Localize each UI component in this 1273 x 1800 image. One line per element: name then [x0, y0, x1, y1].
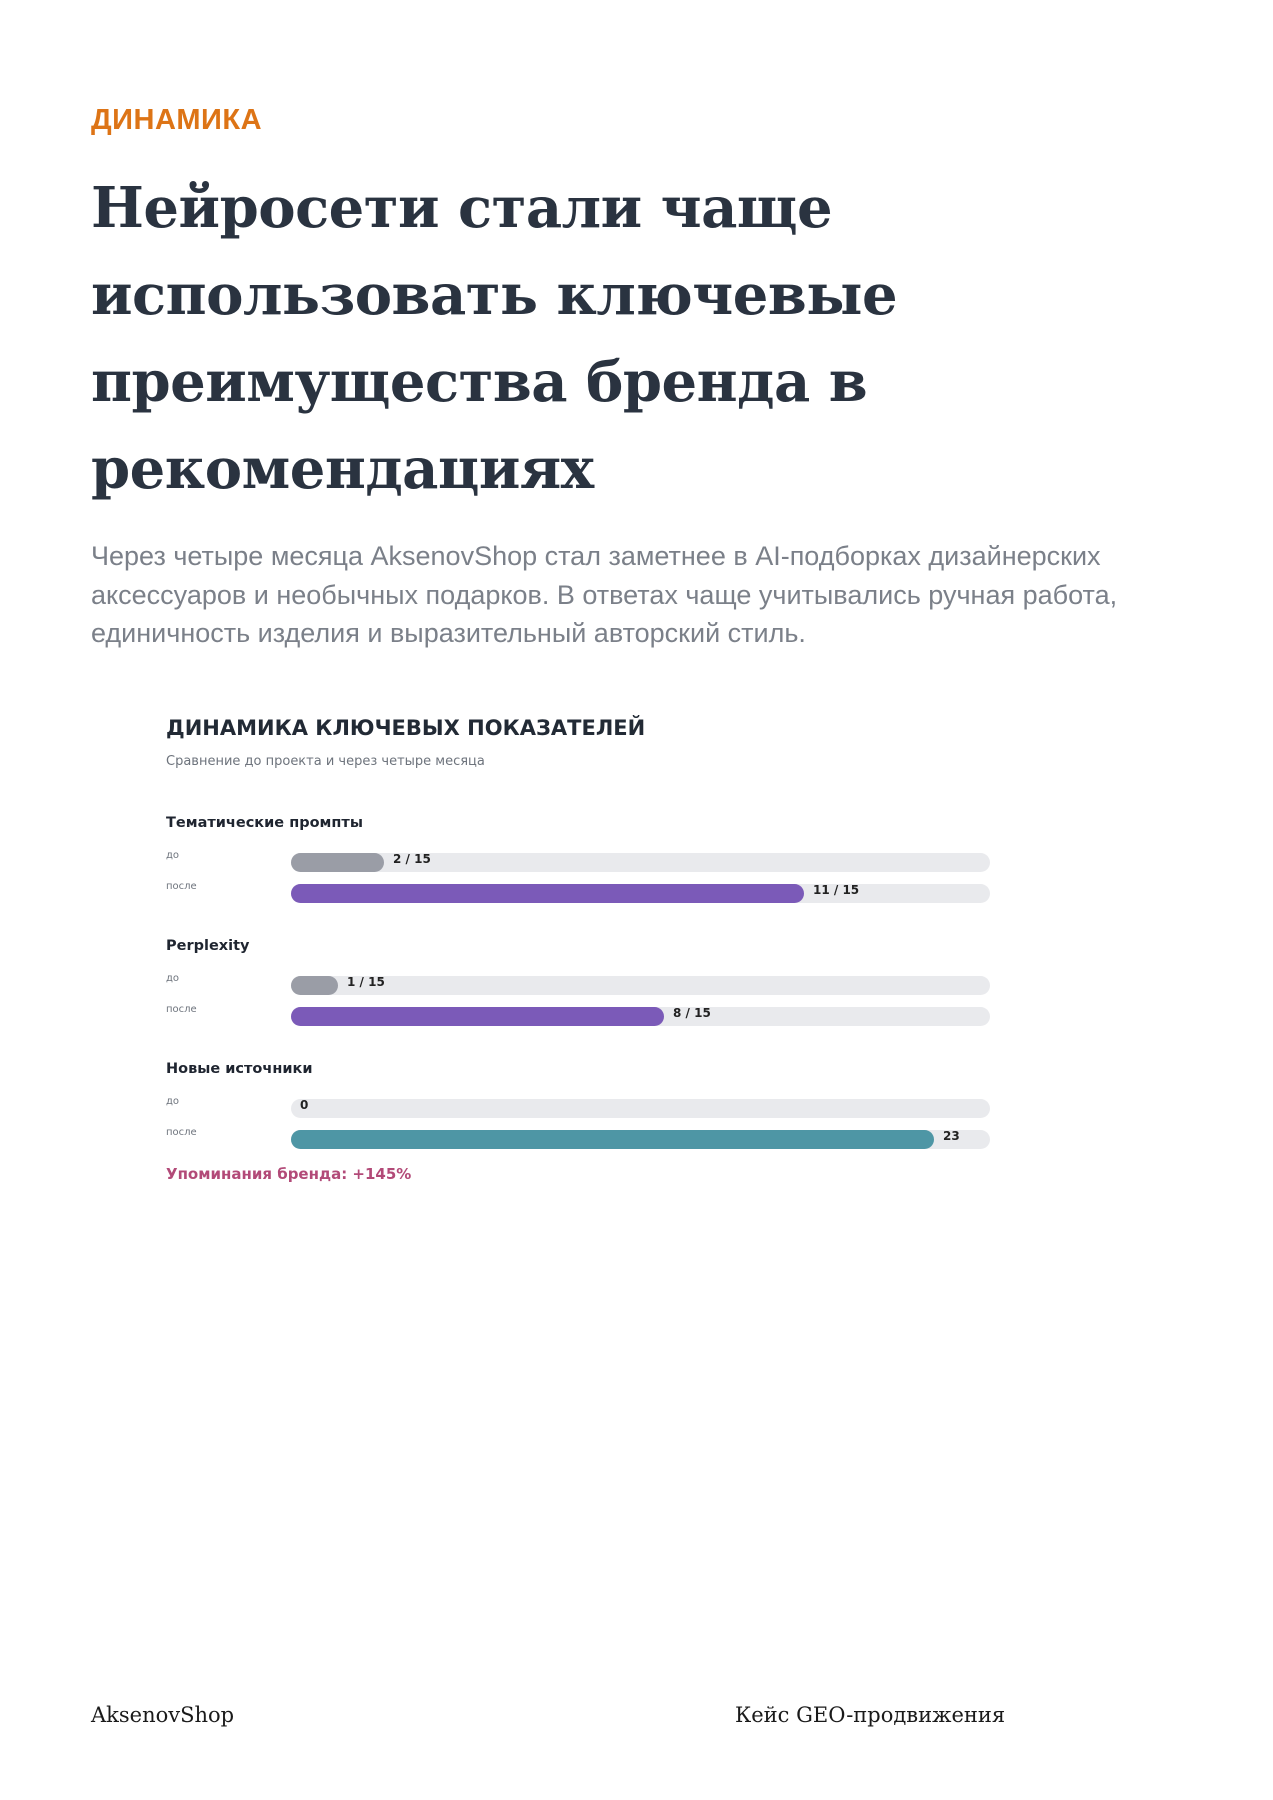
page-title: Нейросети стали чаще использовать ключевые преимущества бренда в рекомендациях — [91, 175, 898, 502]
bar-fill — [291, 1130, 934, 1149]
bar-fill — [291, 1007, 664, 1026]
lead-paragraph: Через четыре месяца AksenovShop стал заметнее в AI-подборках дизайнерских аксессуаров и необычных подарков. В ответах чаще учитывались ручная работа, единичность изделия и выразительный авторский стиль. — [91, 541, 1118, 648]
section-label: ДИНАМИКА — [91, 104, 263, 136]
bar-fill — [291, 853, 384, 872]
group-label: Тематические промпты — [166, 815, 363, 831]
row-label: до — [166, 973, 180, 984]
bar-value-label: 2 / 15 — [393, 852, 431, 866]
footer-brand: AksenovShop — [91, 1703, 235, 1727]
row-label: после — [166, 1127, 197, 1138]
bar-track — [291, 1099, 990, 1118]
bar-value-label: 8 / 15 — [673, 1006, 711, 1020]
row-label: после — [166, 1004, 197, 1015]
bar-fill — [291, 976, 338, 995]
bar-value-label: 23 — [943, 1129, 960, 1143]
brand-mentions-highlight: Упоминания бренда: +145% — [166, 1165, 412, 1183]
bar-track — [291, 884, 990, 903]
metrics-chart — [166, 705, 996, 1195]
group-label: Новые источники — [166, 1061, 313, 1077]
bar-value-label: 11 / 15 — [813, 883, 860, 897]
row-label: после — [166, 881, 197, 892]
row-label: до — [166, 1096, 180, 1107]
bar-track — [291, 976, 990, 995]
row-label: до — [166, 850, 180, 861]
chart-subtitle: Сравнение до проекта и через четыре месяца — [166, 754, 485, 769]
bar-value-label: 1 / 15 — [347, 975, 385, 989]
footer-caption: Кейс GEO-продвижения — [735, 1703, 1006, 1727]
bar-value-label: 0 — [300, 1098, 309, 1112]
group-label: Perplexity — [166, 938, 250, 954]
bar-track — [291, 1007, 990, 1026]
chart-title: ДИНАМИКА КЛЮЧЕВЫХ ПОКАЗАТЕЛЕЙ — [166, 716, 646, 740]
bar-track — [291, 1130, 990, 1149]
bar-fill — [291, 884, 804, 903]
